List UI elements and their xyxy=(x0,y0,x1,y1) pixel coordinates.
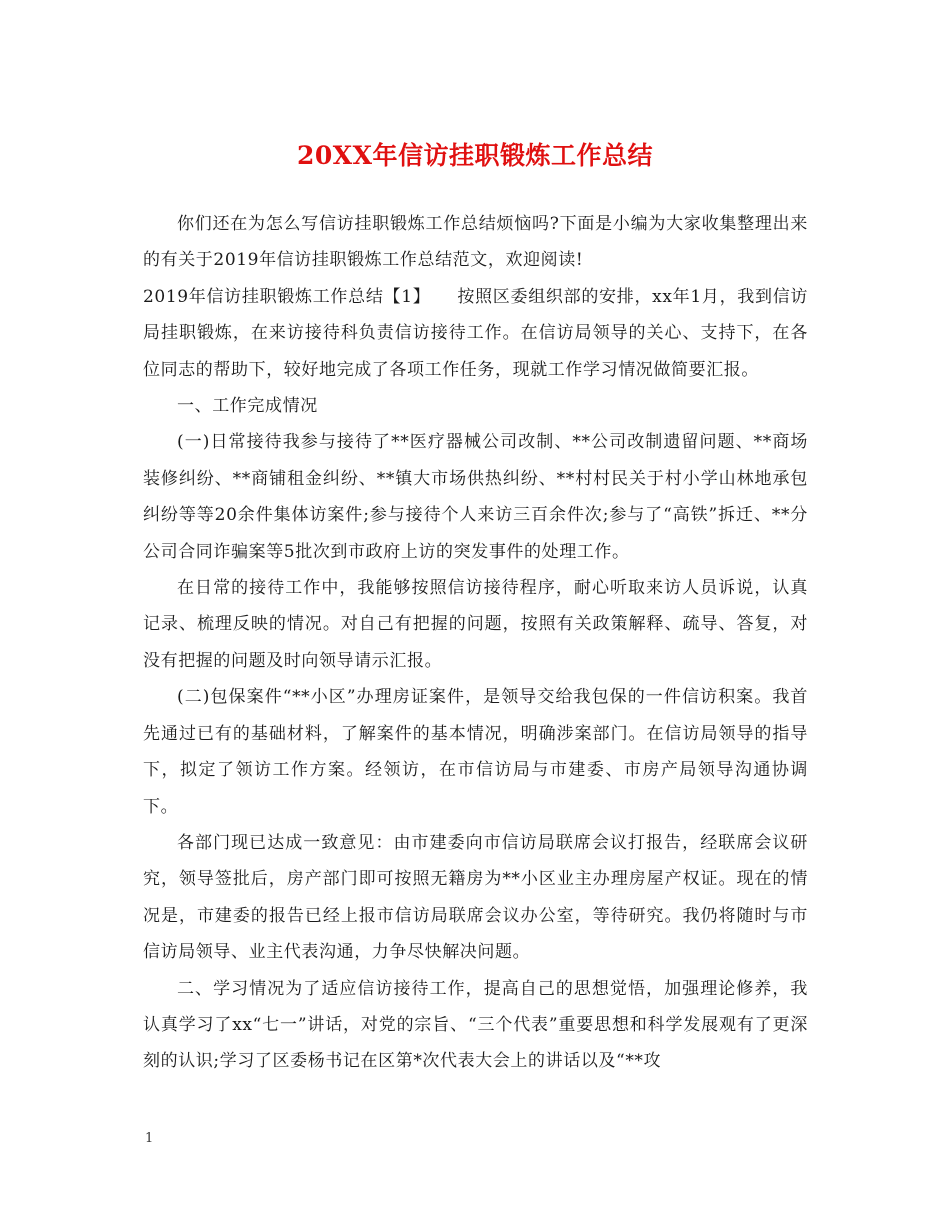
paragraph-daily-reception: (一)日常接待我参与接待了**医疗器械公司改制、**公司改制遗留问题、**商场装修纠纷、**商铺租金纠纷、**镇大市场供热纠纷、**村村民关于村小学山林地承包纠纷等等20余件集体访案件;参与接待个人来访三百余件次;参与了“高铁”拆迁、**分公司合同诈骗案等5批次到市政府上访的突发事件的处理工作。 xyxy=(143,432,808,562)
paragraph-summary-1: 2019年信访挂职锻炼工作总结【1】 按照区委组织部的安排，xx年1月，我到信访局挂职锻炼，在来访接待科负责信访接待工作。在信访局领导的关心、支持下，在各位同志的帮助下，较好地完成了各项工作任务，现就工作学习情况做简要汇报。 xyxy=(143,286,808,380)
paragraph-study: 二、学习情况为了适应信访接待工作，提高自己的思想觉悟，加强理论修养，我认真学习了xx“七一”讲话，对党的宗旨、“三个代表”重要思想和科学发展观有了更深刻的认识;学习了区委杨书记在区第*次代表大会上的讲话以及“**攻 xyxy=(143,978,808,1072)
paragraph-reception-process: 在日常的接待工作中，我能够按照信访接待程序，耐心听取来访人员诉说，认真记录、梳理反映的情况。对自己有把握的问题，按照有关政策解释、疏导、答复，对没有把握的问题及时向领导请示汇报。 xyxy=(143,578,808,671)
heading-work-completion: 一、工作完成情况 xyxy=(177,396,318,417)
page-number: 1 xyxy=(145,1131,154,1146)
document-body xyxy=(143,206,808,1080)
paragraph-intro: 你们还在为怎么写信访挂职锻炼工作总结烦恼吗?下面是小编为大家收集整理出来的有关于2019年信访挂职锻炼工作总结范文，欢迎阅读! xyxy=(143,214,808,271)
document-title: 20XX年信访挂职锻炼工作总结 xyxy=(296,141,654,170)
paragraph-case-handling: (二)包保案件“**小区”办理房证案件，是领导交给我包保的一件信访积案。我首先通过已有的基础材料，了解案件的基本情况，明确涉案部门。在信访局领导的指导下，拟定了领访工作方案。经领访，在市信访局与市建委、市房产局领导沟通协调下。 xyxy=(143,687,808,817)
paragraph-consensus: 各部门现已达成一致意见：由市建委向市信访局联席会议打报告，经联席会议研究，领导签批后，房产部门即可按照无籍房为**小区业主办理房屋产权证。现在的情况是，市建委的报告已经上报市信访局联席会议办公室，等待研究。我仍将随时与市信访局领导、业主代表沟通，力争尽快解决问题。 xyxy=(143,832,808,963)
